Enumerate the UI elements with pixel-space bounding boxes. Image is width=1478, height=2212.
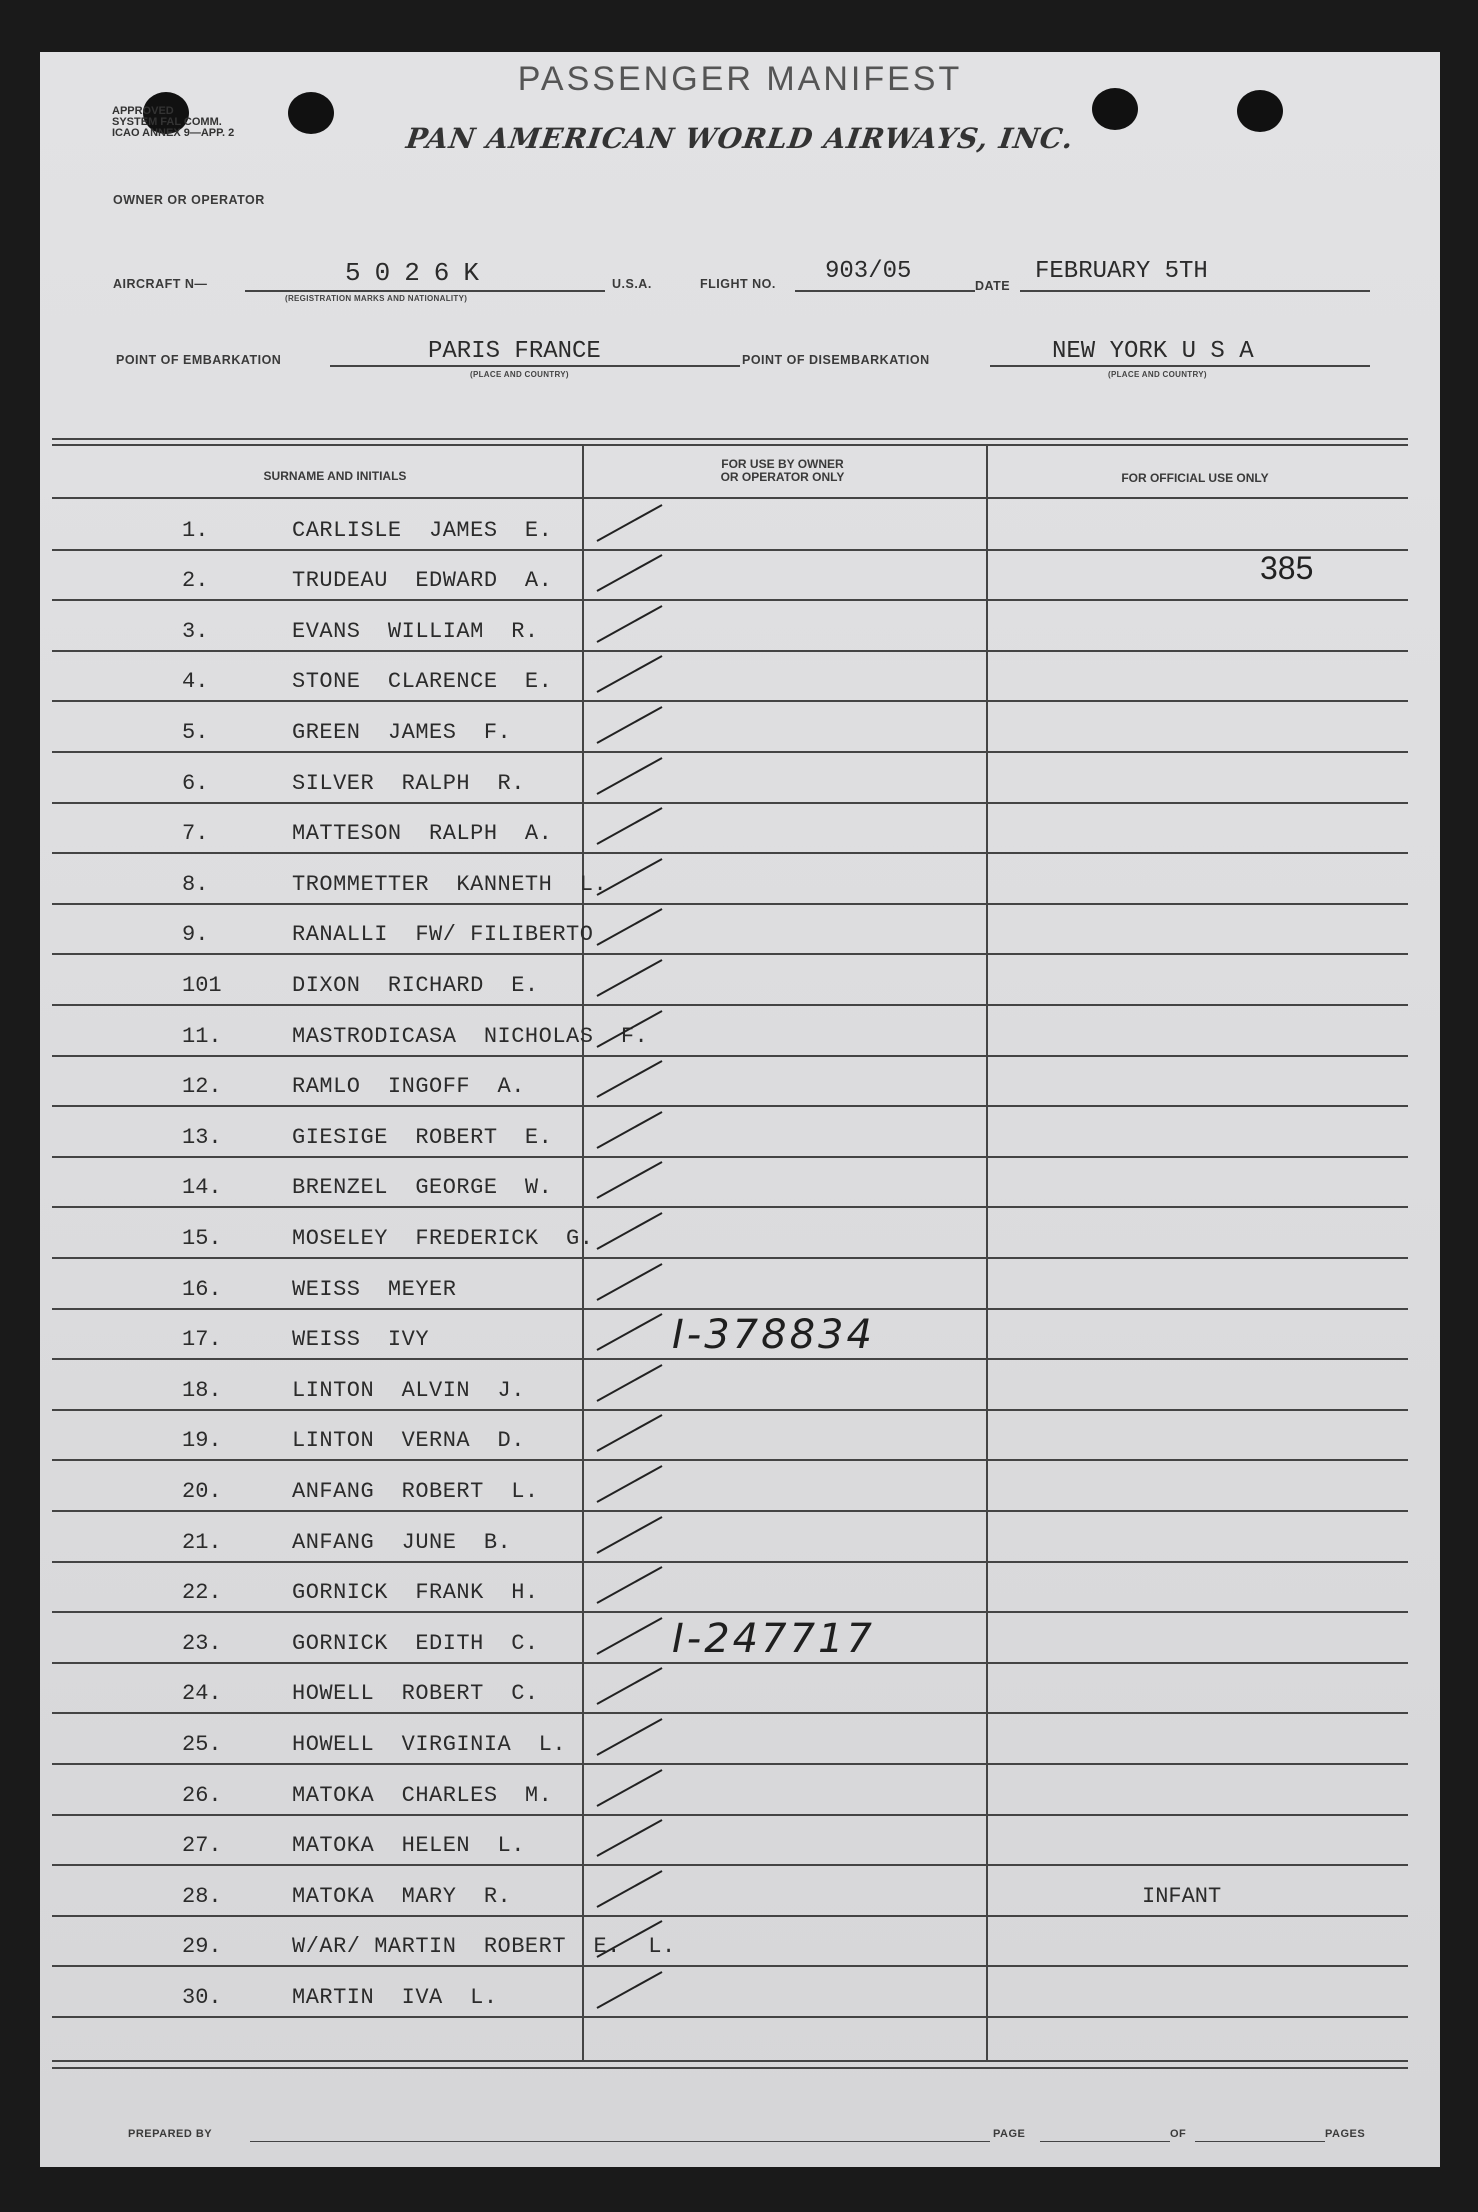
passenger-number: 15.: [182, 1225, 222, 1251]
of-label: OF: [1170, 2128, 1187, 2140]
passenger-number: 3.: [182, 618, 209, 644]
passenger-name: MOSELEY FREDERICK G.: [292, 1225, 594, 1251]
table-top-rule: [52, 438, 1408, 440]
passenger-number: 12.: [182, 1074, 222, 1100]
aircraft-underline: [245, 290, 605, 292]
passenger-name: HOWELL ROBERT C.: [292, 1681, 539, 1707]
check-mark-icon: [592, 1059, 672, 1099]
handwritten-note: I-247717: [672, 1615, 875, 1662]
check-mark-icon: [592, 1768, 672, 1808]
prepared-label: PREPARED BY: [128, 2128, 213, 2140]
page-label: PAGE: [993, 2128, 1026, 2140]
check-mark-icon: [592, 1970, 672, 2010]
table-row: [52, 1409, 1408, 1462]
passenger-name: EVANS WILLIAM R.: [292, 618, 539, 644]
passenger-number: 19.: [182, 1428, 222, 1454]
table-row: [52, 1561, 1408, 1614]
check-mark-icon: [592, 1363, 672, 1403]
passenger-number: 7.: [182, 821, 209, 847]
check-mark-icon: [592, 1515, 672, 1555]
passenger-number: 8.: [182, 871, 209, 897]
check-mark-icon: [592, 553, 672, 593]
passenger-number: 21.: [182, 1529, 222, 1555]
table-row: [52, 599, 1408, 652]
table-row: [52, 1763, 1408, 1816]
table-row: [52, 953, 1408, 1006]
check-mark-icon: [592, 756, 672, 796]
disembark-underline: [990, 365, 1370, 367]
passenger-number: 28.: [182, 1883, 222, 1909]
approval-note: APPROVED SYSTEM FAL COMM. ICAO ANNEX 9—APP. 2: [112, 105, 235, 139]
table-row: [52, 1965, 1408, 2018]
passenger-number: 1.: [182, 517, 209, 543]
passenger-name: TROMMETTER KANNETH L.: [292, 871, 608, 897]
page-underline: [1040, 2141, 1170, 2142]
passenger-name: GORNICK FRANK H.: [292, 1580, 539, 1606]
table-row: [52, 1662, 1408, 1715]
country-label: U.S.A.: [612, 277, 652, 291]
embark-label: POINT OF EMBARKATION: [116, 353, 282, 367]
check-mark-icon: [592, 1009, 672, 1049]
passenger-name: BRENZEL GEORGE W.: [292, 1175, 553, 1201]
passenger-number: 6.: [182, 770, 209, 796]
disembark-label: POINT OF DISEMBARKATION: [742, 353, 930, 367]
passenger-name: MARTIN IVA L.: [292, 1984, 498, 2010]
passenger-number: 25.: [182, 1731, 222, 1757]
passenger-number: 11.: [182, 1023, 222, 1049]
passenger-name: MASTRODICASA NICHOLAS F.: [292, 1023, 649, 1049]
check-mark-icon: [592, 1666, 672, 1706]
passenger-number: 20.: [182, 1478, 222, 1504]
passenger-name: SILVER RALPH R.: [292, 770, 525, 796]
check-mark-icon: [592, 1464, 672, 1504]
passenger-number: 13.: [182, 1124, 222, 1150]
passenger-name: STONE CLARENCE E.: [292, 669, 553, 695]
passenger-name: LINTON ALVIN J.: [292, 1377, 525, 1403]
table-row: [52, 1257, 1408, 1310]
table-top-rule: [52, 444, 1408, 446]
official-note: INFANT: [1142, 1883, 1222, 1909]
table-row: [52, 1358, 1408, 1411]
table-row: [52, 1004, 1408, 1057]
passenger-number: 2.: [182, 568, 209, 594]
passenger-name: MATOKA CHARLES M.: [292, 1782, 553, 1808]
table-row: [52, 1712, 1408, 1765]
table-row: [52, 751, 1408, 804]
check-mark-icon: [592, 654, 672, 694]
passenger-name: TRUDEAU EDWARD A.: [292, 568, 553, 594]
aircraft-value: 5026K: [345, 258, 494, 288]
punch-hole: [1237, 90, 1283, 132]
table-row: [52, 498, 1408, 551]
col-owner-header: FOR USE BY OWNER OR OPERATOR ONLY: [720, 457, 845, 484]
passenger-name: CARLISLE JAMES E.: [292, 517, 553, 543]
check-mark-icon: [592, 1919, 672, 1959]
check-mark-icon: [592, 806, 672, 846]
of-underline: [1195, 2141, 1325, 2142]
handwritten-note: I-378834: [672, 1312, 875, 1359]
punch-hole: [1092, 88, 1138, 130]
passenger-name: GORNICK EDITH C.: [292, 1630, 539, 1656]
passenger-number: 24.: [182, 1681, 222, 1707]
table-row: [52, 852, 1408, 905]
passenger-name: RAMLO INGOFF A.: [292, 1074, 525, 1100]
place-note: (PLACE AND COUNTRY): [1108, 370, 1207, 379]
flight-label: FLIGHT NO.: [700, 277, 776, 291]
passenger-number: 22.: [182, 1580, 222, 1606]
passenger-number: 26.: [182, 1782, 222, 1808]
pages-label: PAGES: [1325, 2128, 1366, 2140]
col-official-header: FOR OFFICIAL USE ONLY: [1121, 471, 1269, 485]
disembark-value: NEW YORK U S A: [1052, 338, 1254, 365]
table-row: [52, 1864, 1408, 1917]
passenger-number: 5.: [182, 719, 209, 745]
passenger-name: LINTON VERNA D.: [292, 1428, 525, 1454]
aircraft-label: AIRCRAFT N—: [113, 277, 208, 291]
passenger-number: 9.: [182, 922, 209, 948]
flight-underline: [795, 290, 975, 292]
check-mark-icon: [592, 604, 672, 644]
table-row: [52, 1915, 1408, 1968]
passenger-name: HOWELL VIRGINIA L.: [292, 1731, 567, 1757]
passenger-number: 29.: [182, 1934, 222, 1960]
table-row: [52, 1156, 1408, 1209]
date-underline: [1020, 290, 1370, 292]
passenger-number: 27.: [182, 1833, 222, 1859]
passenger-name: MATOKA HELEN L.: [292, 1833, 525, 1859]
registration-note: (REGISTRATION MARKS AND NATIONALITY): [285, 294, 468, 303]
table-row: [52, 1611, 1408, 1664]
col-name-header: SURNAME AND INITIALS: [263, 469, 407, 483]
check-mark-icon: [592, 1262, 672, 1302]
punch-hole: [288, 92, 334, 134]
table-bottom-rule: [52, 2060, 1408, 2062]
passenger-name: DIXON RICHARD E.: [292, 972, 539, 998]
table-row: [52, 1308, 1408, 1361]
passenger-name: RANALLI FW/ FILIBERTO: [292, 922, 594, 948]
passenger-number: 14.: [182, 1175, 222, 1201]
table-row: [52, 1459, 1408, 1512]
table-row: [52, 1105, 1408, 1158]
check-mark-icon: [592, 1717, 672, 1757]
form-title: PASSENGER MANIFEST: [517, 60, 963, 98]
embark-value: PARIS FRANCE: [428, 338, 601, 365]
check-mark-icon: [592, 705, 672, 745]
passenger-number: 23.: [182, 1630, 222, 1656]
table-row: [52, 549, 1408, 602]
passenger-name: WEISS IVY: [292, 1327, 430, 1353]
check-mark-icon: [592, 958, 672, 998]
check-mark-icon: [592, 1565, 672, 1605]
company-name: PAN AMERICAN WORLD AIRWAYS, INC.: [404, 122, 1076, 155]
stamp-number: 385: [1260, 550, 1314, 586]
passenger-name: MATOKA MARY R.: [292, 1883, 512, 1909]
passenger-number: 30.: [182, 1984, 222, 2010]
check-mark-icon: [592, 907, 672, 947]
check-mark-icon: [592, 1211, 672, 1251]
table-row: [52, 1510, 1408, 1563]
passenger-name: MATTESON RALPH A.: [292, 821, 553, 847]
table-bottom-rule: [52, 2067, 1408, 2069]
check-mark-icon: [592, 1616, 672, 1656]
table-row: [52, 1055, 1408, 1108]
check-mark-icon: [592, 1312, 672, 1352]
date-label: DATE: [975, 279, 1011, 293]
place-note: (PLACE AND COUNTRY): [470, 370, 569, 379]
passenger-name: GIESIGE ROBERT E.: [292, 1124, 553, 1150]
passenger-number: 17.: [182, 1327, 222, 1353]
passenger-number: 16.: [182, 1276, 222, 1302]
passenger-name: W/AR/ MARTIN ROBERT E. L.: [292, 1934, 676, 1960]
passenger-number: 18.: [182, 1377, 222, 1403]
table-row: [52, 1814, 1408, 1867]
check-mark-icon: [592, 857, 672, 897]
passenger-number: 4.: [182, 669, 209, 695]
embark-underline: [330, 365, 740, 367]
table-row: [52, 802, 1408, 855]
check-mark-icon: [592, 1413, 672, 1453]
date-value: FEBRUARY 5TH: [1035, 258, 1208, 285]
table-row: [52, 903, 1408, 956]
owner-label: OWNER OR OPERATOR: [113, 193, 265, 207]
passenger-name: WEISS MEYER: [292, 1276, 457, 1302]
passenger-name: ANFANG ROBERT L.: [292, 1478, 539, 1504]
check-mark-icon: [592, 503, 672, 543]
check-mark-icon: [592, 1869, 672, 1909]
table-row: [52, 650, 1408, 703]
check-mark-icon: [592, 1160, 672, 1200]
table-row: [52, 1206, 1408, 1259]
check-mark-icon: [592, 1818, 672, 1858]
table-row: [52, 700, 1408, 753]
passenger-number: 101: [182, 972, 222, 998]
passenger-name: GREEN JAMES F.: [292, 719, 512, 745]
passenger-name: ANFANG JUNE B.: [292, 1529, 512, 1555]
prepared-underline: [250, 2141, 990, 2142]
check-mark-icon: [592, 1110, 672, 1150]
flight-value: 903/05: [825, 258, 912, 285]
